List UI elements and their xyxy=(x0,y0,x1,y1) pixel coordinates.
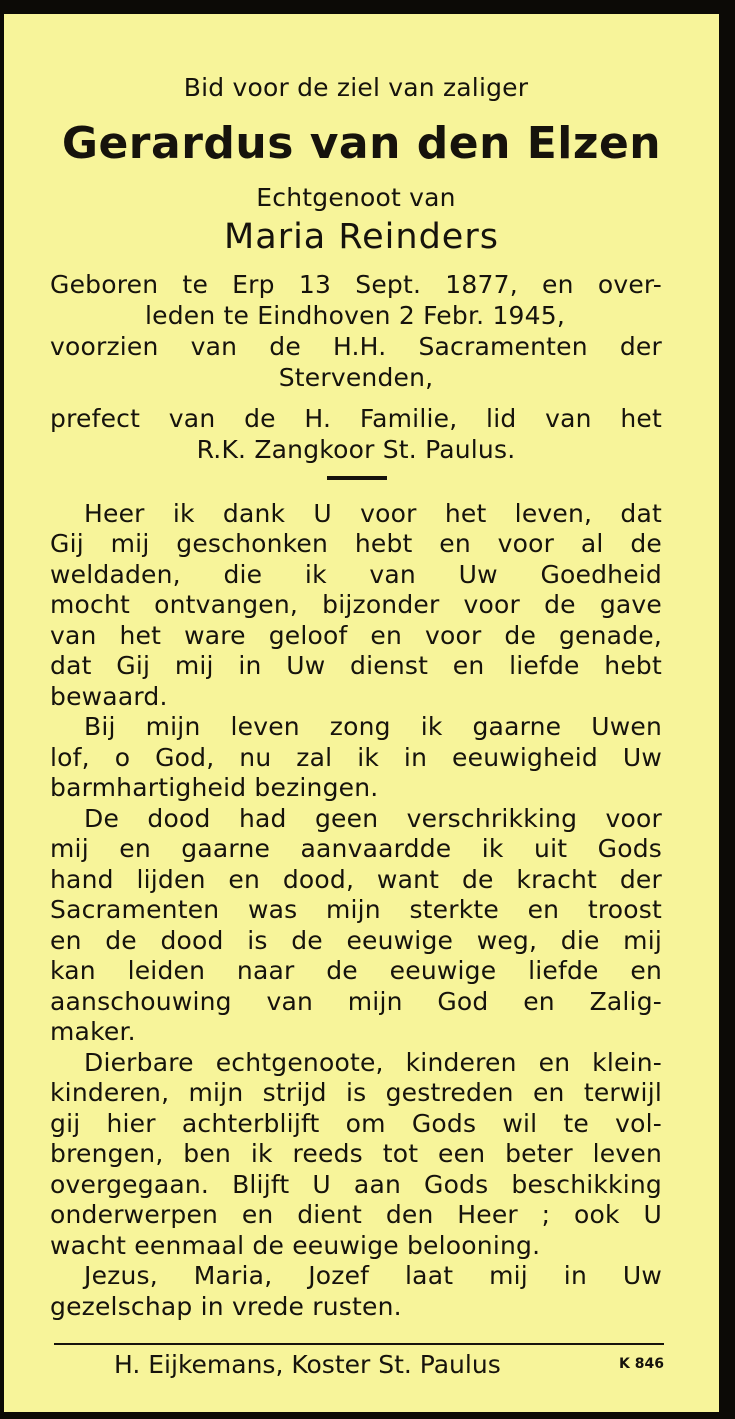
bio-line: voorzien van de H.H. Sacramenten der xyxy=(50,332,662,361)
prayer-line: gij hier achterblijft om Gods wil te vol- xyxy=(50,1109,662,1138)
prayer-line: en de dood is de eeuwige weg, die mij xyxy=(50,926,662,955)
spouse-name: Maria Reinders xyxy=(224,217,499,257)
prayer-line: Dierbare echtgenoote, kinderen en klein- xyxy=(84,1048,662,1077)
pray-line: Bid voor de ziel van zaliger xyxy=(183,73,529,102)
scan-border-top xyxy=(0,0,735,14)
prayer-line: barmhartigheid bezingen. xyxy=(50,773,379,802)
prayer-line: mocht ontvangen, bijzonder voor de gave xyxy=(50,590,662,619)
prayer-line: weldaden, die ik van Uw Goedheid xyxy=(50,560,662,589)
prayer-line: hand lijden en dood, want de kracht der xyxy=(50,865,662,894)
divider-long xyxy=(54,1343,664,1345)
prayer-line: Bij mijn leven zong ik gaarne Uwen xyxy=(84,712,662,741)
bio-line: Geboren te Erp 13 Sept. 1877, en over- xyxy=(50,270,662,299)
bio-line: prefect van de H. Familie, lid van het xyxy=(50,404,662,433)
spouse-intro: Echtgenoot van xyxy=(256,183,456,212)
prayer-line: dat Gij mij in Uw dienst en liefde hebt xyxy=(50,651,662,680)
prayer-line: gezelschap in vrede rusten. xyxy=(50,1292,402,1321)
prayer-line: maker. xyxy=(50,1017,136,1046)
footer xyxy=(54,1348,664,1382)
prayer-line: brengen, ben ik reeds tot een beter leven xyxy=(50,1139,662,1168)
prayer-line: kan leiden naar de eeuwige liefde en xyxy=(50,956,662,985)
divider-short xyxy=(327,476,387,480)
prayer-line: bewaard. xyxy=(50,682,168,711)
prayer-line: De dood had geen verschrikking voor xyxy=(84,804,662,833)
scan-border-right xyxy=(719,0,735,1419)
bio-line: Stervenden, xyxy=(278,363,434,392)
prayer-line: van het ware geloof en voor de genade, xyxy=(50,621,662,650)
prayer-line: wacht eenmaal de eeuwige belooning. xyxy=(50,1231,541,1260)
bio-line: leden te Eindhoven 2 Febr. 1945, xyxy=(144,301,566,330)
bio-line: R.K. Zangkoor St. Paulus. xyxy=(196,435,516,464)
prayer-line: Sacramenten was mijn sterkte en troost xyxy=(50,895,662,924)
prayer-line: aanschouwing van mijn God en Zalig- xyxy=(50,987,662,1016)
prayer-line: onderwerpen en dient den Heer ; ook U xyxy=(50,1200,662,1229)
prayer-line: Gij mij geschonken hebt en voor al de xyxy=(50,529,662,558)
print-code: K 846 xyxy=(619,1356,664,1372)
prayer-line: mij en gaarne aanvaardde ik uit Gods xyxy=(50,834,662,863)
prayer-line: Heer ik dank U voor het leven, dat xyxy=(84,499,662,528)
prayer-line: lof, o God, nu zal ik in eeuwigheid Uw xyxy=(50,743,662,772)
deceased-name: Gerardus van den Elzen xyxy=(61,118,662,169)
prayer-line: kinderen, mijn strijd is gestreden en terwijl xyxy=(50,1078,662,1107)
prayer-line: overgegaan. Blijft U aan Gods beschikking xyxy=(50,1170,662,1199)
prayer-line: Jezus, Maria, Jozef laat mij in Uw xyxy=(84,1261,662,1290)
printer-credit: H. Eijkemans, Koster St. Paulus xyxy=(114,1350,501,1379)
memorial-card xyxy=(4,14,719,1412)
